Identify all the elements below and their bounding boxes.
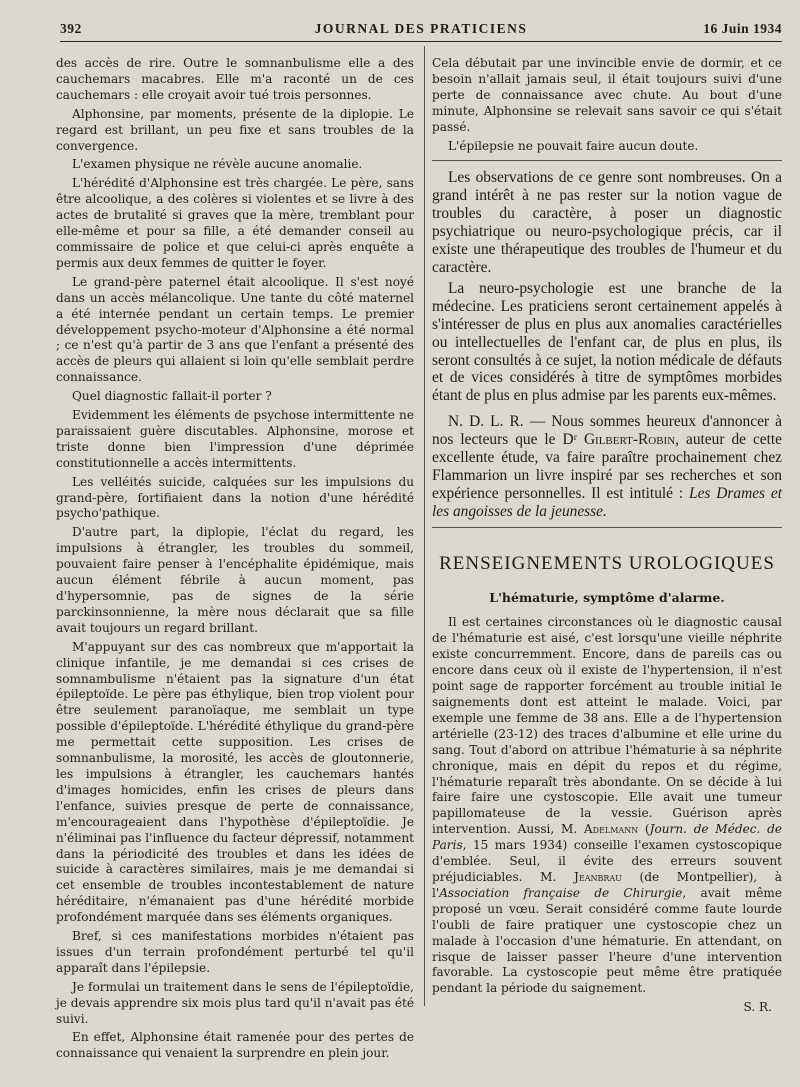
ndlr-text: , auteur de cette excellente étude, va faire paraître prochainement chez Flammarion un livre inspiré par ses recherches et son expérience personnelles. Il est intitulé : bbox=[432, 431, 782, 502]
paragraph: L'épilepsie ne pouvait faire aucun doute. bbox=[448, 138, 699, 153]
paragraph: Quel diagnostic fallait-il porter ? bbox=[72, 389, 272, 404]
text-run: , 15 mars 1934) conseille l'examen cystoscopique d'emblée. Seul, il évite des erreurs souvent préjudiciables. M. bbox=[432, 838, 782, 884]
editor-note bbox=[432, 413, 782, 520]
paragraph: des accès de rire. Outre le somnanbulisme elle a des cauchemars macabres. Elle m'a raconté un de ces cauchemars : elle croyait avoir tué trois personnes. bbox=[56, 56, 414, 102]
article-title: L'hématurie, symptôme d'alarme. bbox=[489, 589, 725, 605]
ndlr-label: N. D. L. R. bbox=[448, 413, 524, 431]
paragraph: D'autre part, la diplopie, l'éclat du regard, les impulsions à étrangler, les troubles du sommeil, pouvaient faire penser à l'encéphalite épidémique, mais aucun élément fébrile à aucun moment, pas d'hypersomnie, pas de signes de la série parckinsonnienne, la mère nous déclarait que sa fille avait toujours un regard brillant. bbox=[56, 525, 414, 635]
text-run: (de Montpellier), à l' bbox=[432, 869, 782, 900]
page-header bbox=[60, 19, 782, 42]
paragraph: Cela débutait par une invincible envie de dormir, et ce besoin n'allait jamais seul, il était toujours suivi d'une perte de connaissance avec chute. Au bout d'une minute, Alphonsine se relevait sans savoir ce qui s'était passé. bbox=[432, 56, 782, 134]
paragraph: Alphonsine, par moments, présente de la diplopie. Le regard est brillant, un peu fixe et sans troubles de la convergence. bbox=[56, 106, 414, 153]
section-separator bbox=[432, 160, 782, 161]
author-name: Adelmann bbox=[583, 822, 639, 837]
text-run: Il est certaines circonstances où le diagnostic causal de l'hématurie est aisé, c'est lorsqu'une vieille néphrite existe concurremment. Encore, dans de pareils cas ou encore dans ceux où il existe de l'hypertension, il n'est point sage de rapporter forcément au trouble initial le saignements dont est atteint le malade. Voici, par exemple une femme de 38 ans. Elle a de l'hypertension artérielle (23-12) des traces d'albumine et elle urine du sang. Tout d'abord on attribue l'hématurie à sa néphrite chronique, mais en dépit du repos et du régime, l'hématurie reparaît très abondante. On se décide à lui faire faire une cystoscopie. Elle avait une tumeur papillomateuse de la vessie. Guérison après intervention. Aussi, M. bbox=[432, 615, 782, 837]
paragraph: Les velléités suicide, calquées sur les impulsions du grand-père, fortifiaient dans la notion d'une hérédité psycho'pathique. bbox=[56, 474, 414, 521]
page-number: 392 bbox=[60, 21, 82, 36]
paragraph: Les observations de ce genre sont nombreuses. On a grand intérêt à ne pas rester sur la notion vague de troubles du caractère, à poser un diagnostic psychiatrique ou neuro-psychologique précis, car il existe une thérapeutique des troubles de l'humeur et du caractère. bbox=[432, 169, 782, 276]
text-run: ( bbox=[638, 822, 650, 837]
section-title: RENSEIGNEMENTS UROLOGIQUES bbox=[439, 552, 775, 574]
issue-date: 16 Juin 1934 bbox=[703, 21, 782, 36]
paragraph: L'hérédité d'Alphonsine est très chargée. Le père, sans être alcoolique, a des colères si violentes et se livre à des actes de brutalité si graves que la mère, tremblant pour elle-même et pour sa fille, a été demander conseil au commissaire de police et que celui-ci après enquête a permis aux deux femmes de quitter le foyer. bbox=[56, 176, 414, 270]
section-separator bbox=[432, 527, 782, 528]
paragraph: M'appuyant sur des cas nombreux que m'apportait la clinique infantile, je me demandai si ces crises de somnambulisme n'étaient pas la signature d'un état épileptoïde. Le père pas éthylique, bien trop violent pour être seulement paranoïaque, me semblait un type possible d'épileptoïde. L'hérédité éthylique du grand-père me permettait cette supposition. Les crises de somnanbulisme, la morosité, les accès de gloutonnerie, les impulsions à étrangler, les cauchemars hantés d'images homicides, enfin les crises de pleurs dans l'enfance, suivies presque de perte de connaissance, m'encourageaient dans l'hypothèse d'épileptoïdie. Je n'éliminai pas l'influence du facteur dépressif, notamment dans la périodicité des troubles et dans les idées de suicide à caractères similaires, mais je me demandai si cet ensemble de troubles incontestablement de nature héréditaire, n'émanaient pas d'une hérédité morbide profondément marquée dans ses éléments organiques. bbox=[56, 639, 414, 925]
paragraph: Je formulai un traitement dans le sens de l'épileptoïdie, je devais apprendre six mois plus tard qu'il n'avait pas été suivi. bbox=[56, 979, 414, 1026]
left-column bbox=[56, 56, 414, 1065]
text-run: , avait même proposé un vœu. Serait considéré comme faute lourde l'oubli de faire pratiquer une cystoscopie chez un malade à l'occasion d'une hématurie. En attendant, on risque de laisser passer l'heure d'une intervention favorable. La cystoscopie peut même être pratiquée pendant la période du saignement. bbox=[432, 885, 782, 996]
column-divider bbox=[424, 46, 425, 1006]
paragraph: L'examen physique ne révèle aucune anomalie. bbox=[72, 157, 363, 172]
book-title: Les Drames et les angoisses de la jeunesse. bbox=[432, 484, 782, 520]
signature: S. R. bbox=[743, 1000, 772, 1015]
article-body bbox=[432, 615, 782, 997]
paragraph: Evidemment les éléments de psychose intermittente ne paraissaient guère discutables. Alphonsine, morose et triste donne bien l'impression d'une déprimée constitutionnelle a accès intermittents. bbox=[56, 408, 414, 470]
paragraph: Bref, si ces manifestations morbides n'étaient pas issues d'un terrain profondément perturbé tel qu'il apparaît dans l'épilepsie. bbox=[56, 929, 414, 975]
right-column bbox=[432, 56, 782, 1019]
paragraph: Le grand-père paternel était alcoolique. Il s'est noyé dans un accès mélancolique. Une tante du côté maternel a été internée pendant un certain temps. Le premier développement psycho-moteur d'Alphonsine a été normal ; ce n'est qu'à partir de 3 ans que l'enfant a présenté des accès de pleurs qui allaient si loin qu'elle semblait perdre connaissance. bbox=[56, 274, 414, 385]
journal-title: JOURNAL DES PRATICIENS bbox=[314, 21, 528, 36]
association-name: Association française de Chirurgie bbox=[439, 885, 683, 900]
author-name: Gilbert-Robin bbox=[583, 431, 676, 449]
author-name: Jeanbrau bbox=[574, 869, 622, 884]
conclusion-block bbox=[432, 169, 782, 520]
journal-ref: Journ. de Médec. de Paris bbox=[432, 822, 782, 853]
ndlr-text: — Nous sommes heureux d'annoncer à nos lecteurs que le Dʳ bbox=[432, 413, 782, 449]
paragraph: La neuro-psychologie est une branche de la médecine. Les praticiens seront certainement appelés à s'intéresser de plus en plus aux anomalies caractérielles ou intellectuelles de l'enfant car, de plus en plus, ils seront consultés à ce sujet, la notion médicale de défauts et de vices considérés à titre de symptômes morbides étant de plus en plus admise par les parents eux-mêmes. bbox=[432, 279, 782, 405]
paragraph: En effet, Alphonsine était ramenée pour des pertes de connaissance qui venaient la surprendre en plein jour. bbox=[56, 1030, 414, 1061]
